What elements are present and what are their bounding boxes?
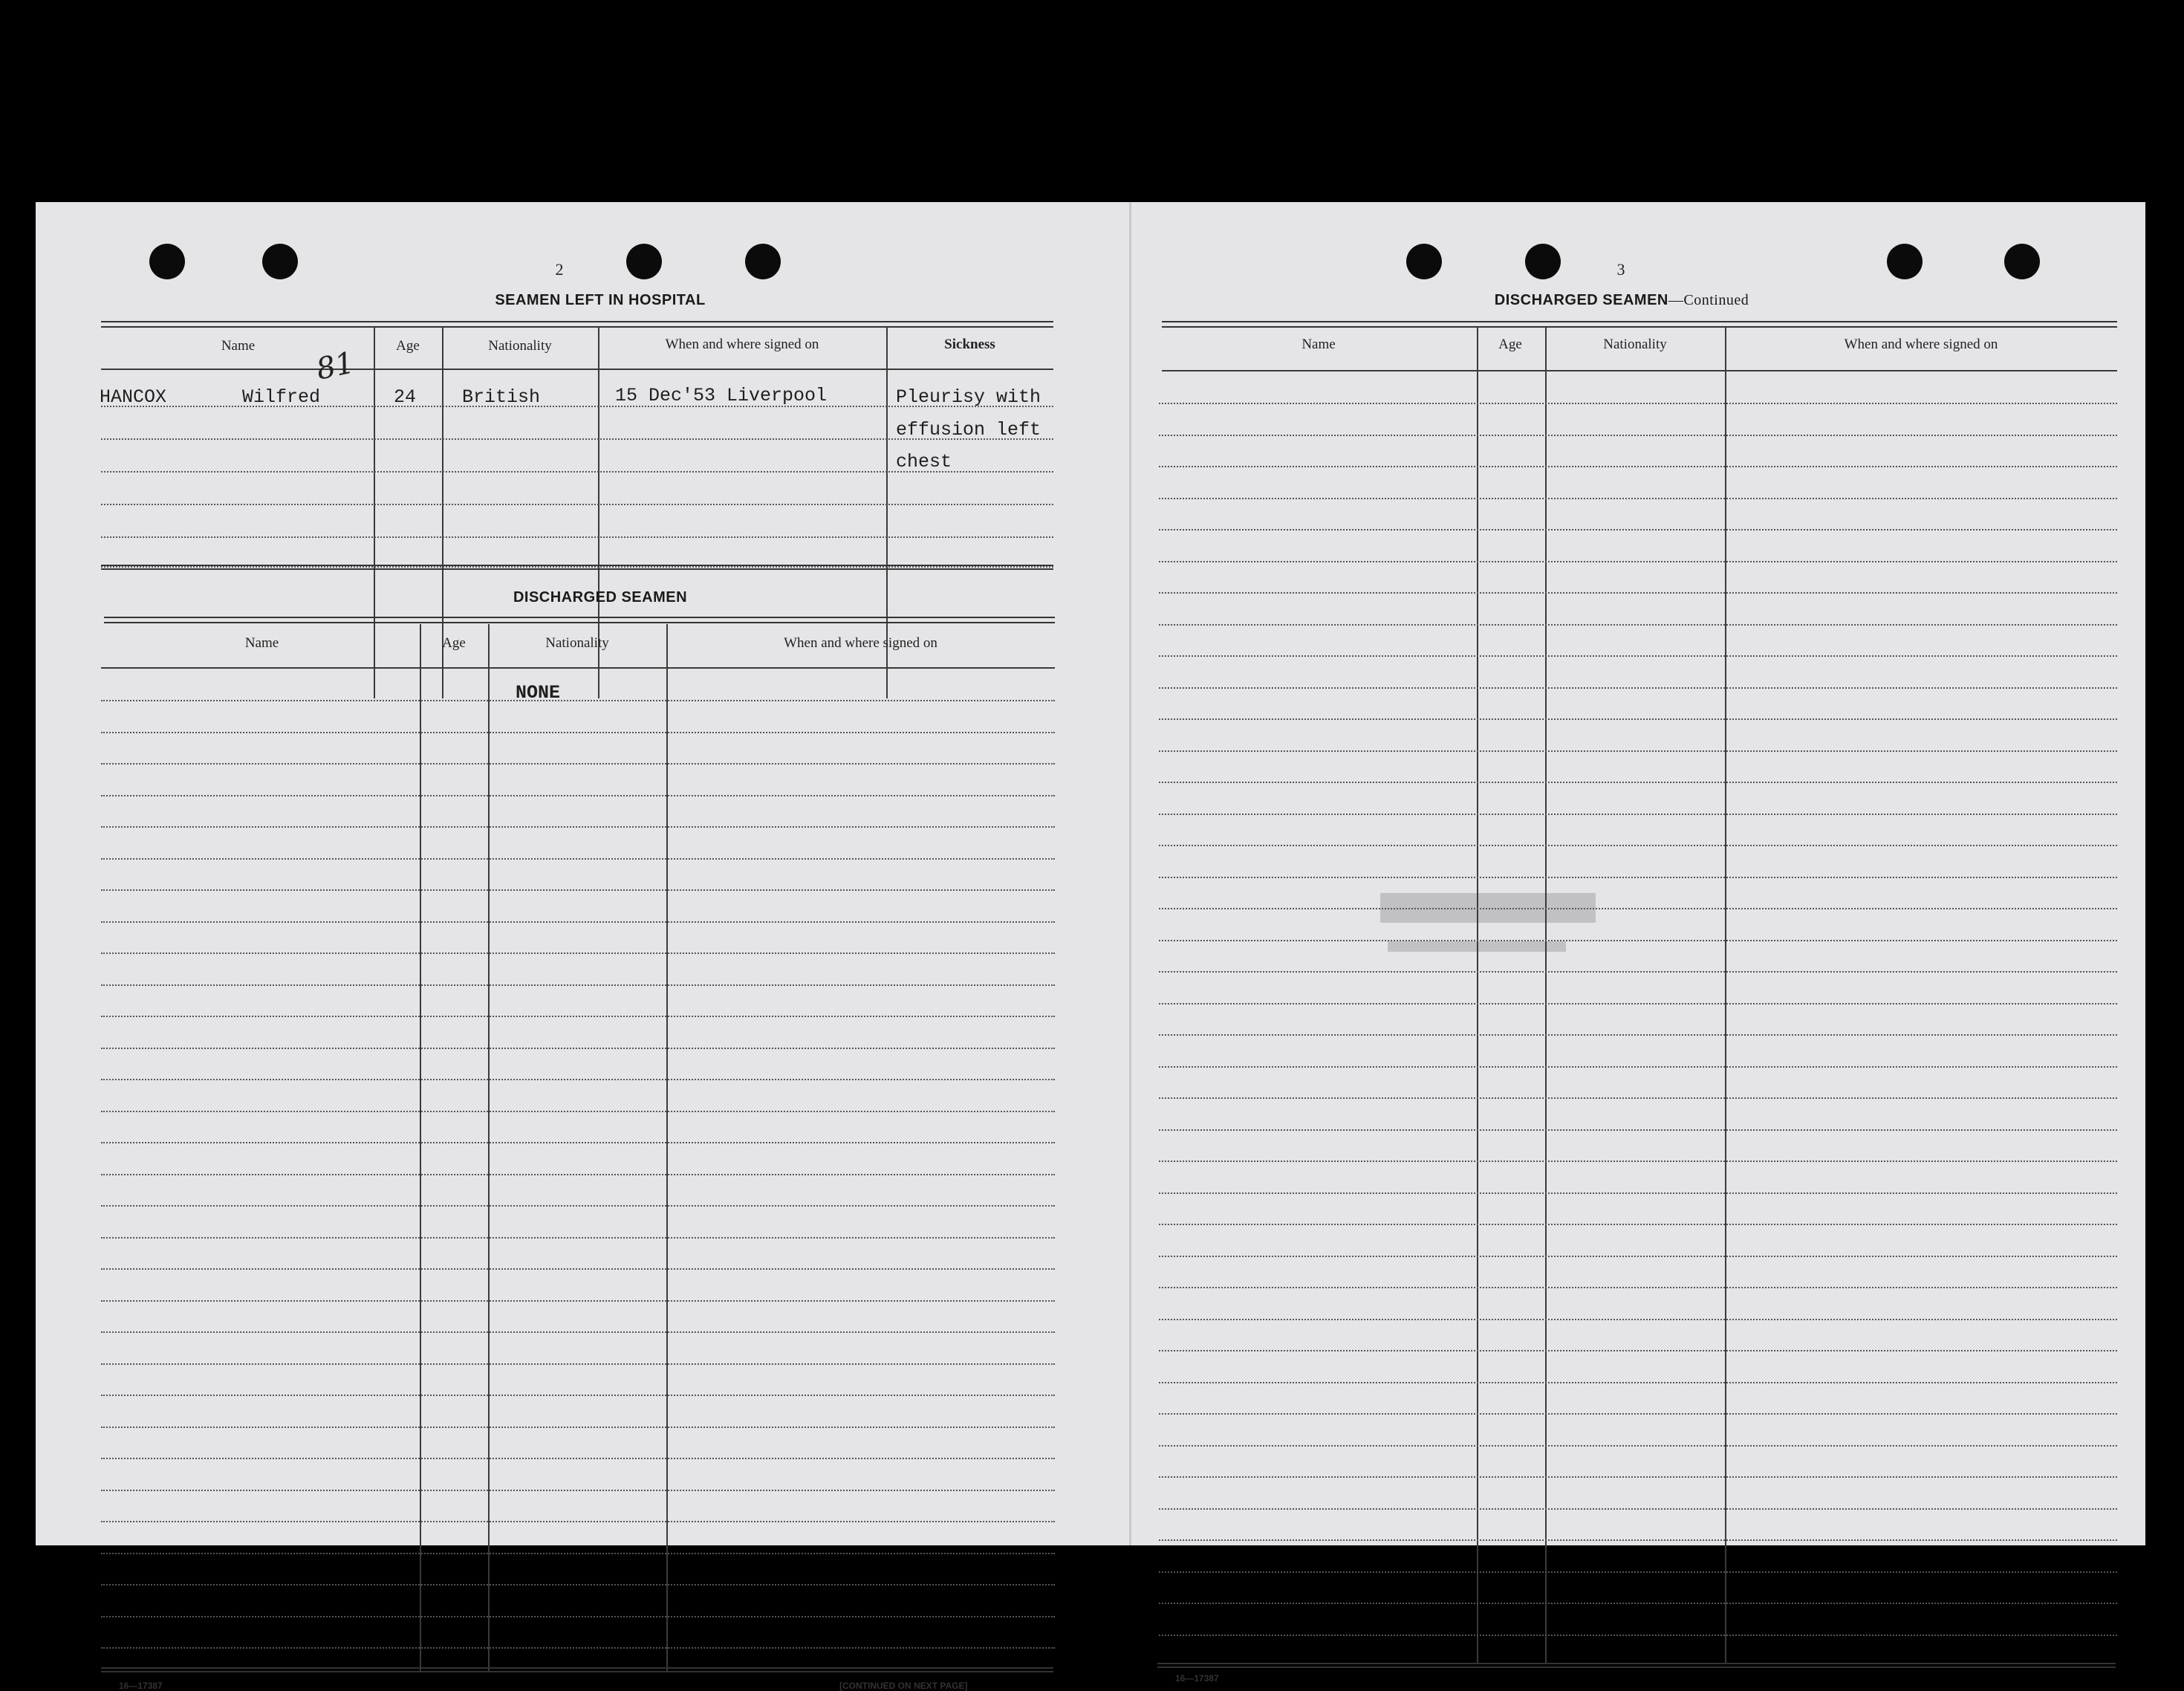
row-line: [101, 504, 1053, 505]
continued-note: [CONTINUED ON NEXT PAGE]: [839, 1681, 968, 1691]
discharged-none-entry: NONE: [516, 682, 561, 704]
col-divider: [420, 624, 421, 1672]
right-bottom-rule: [1157, 1663, 2116, 1668]
row-line: [1159, 845, 2117, 846]
punch-hole: [262, 244, 298, 279]
header-signed-on: When and where signed on: [1844, 337, 1998, 352]
row-line: [101, 1553, 1055, 1554]
header-age: Age: [396, 338, 420, 354]
row-line: [101, 1521, 1055, 1522]
row-line: [101, 1616, 1055, 1617]
row-line: [1159, 1603, 2117, 1604]
row-line: [1159, 1635, 2117, 1636]
row-line: [101, 1268, 1055, 1270]
row-line: [101, 536, 1053, 538]
row-line: [101, 1016, 1055, 1017]
hospital-sickness-line: Pleurisy with: [896, 386, 1041, 408]
row-line: [1159, 1445, 2117, 1447]
row-line: [101, 1079, 1055, 1080]
row-line: [1159, 592, 2117, 594]
punch-hole: [1406, 244, 1442, 279]
row-line: [1159, 1224, 2117, 1225]
row-line: [101, 795, 1055, 796]
discharged-top-rule: [104, 617, 1055, 623]
punch-hole: [2004, 244, 2040, 279]
row-line: [1159, 466, 2117, 467]
row-line: [1159, 1350, 2117, 1351]
row-line: [1159, 1571, 2117, 1573]
row-line: [101, 1363, 1055, 1365]
header-age: Age: [1498, 337, 1522, 352]
punch-hole: [1525, 244, 1561, 279]
row-line: [101, 1142, 1055, 1143]
row-line: [101, 732, 1055, 733]
row-line: [1159, 561, 2117, 562]
row-line: [101, 1111, 1055, 1112]
row-line: [1159, 814, 2117, 815]
row-line: [1159, 1476, 2117, 1478]
document-sheet: [36, 202, 2145, 1691]
row-line: [101, 1174, 1055, 1175]
row-line: [101, 984, 1055, 986]
header-age: Age: [442, 635, 466, 651]
row-line: [1159, 435, 2117, 436]
header-name: Name: [1301, 337, 1336, 352]
punch-hole: [1887, 244, 1923, 279]
discharged-section-title: DISCHARGED SEAMEN: [513, 589, 688, 606]
row-line: [1159, 655, 2117, 657]
row-line: [101, 1458, 1055, 1459]
row-line: [101, 1584, 1055, 1585]
form-number: 16—17387: [119, 1681, 163, 1691]
row-line: [101, 826, 1055, 828]
row-line: [1159, 1287, 2117, 1288]
header-name: Name: [221, 338, 256, 354]
row-line: [1159, 1129, 2117, 1131]
row-line: [101, 1048, 1055, 1049]
header-nationality: Nationality: [1603, 337, 1667, 352]
row-line: [1159, 877, 2117, 878]
row-line: [101, 858, 1055, 860]
row-line: [1159, 940, 2117, 941]
hospital-given-name: Wilfred: [242, 386, 321, 408]
row-line: [1159, 1003, 2117, 1004]
row-line: [101, 763, 1055, 765]
form-number: 16—17387: [1175, 1673, 1219, 1684]
row-line: [1159, 1034, 2117, 1036]
row-line: [101, 952, 1055, 954]
row-line: [1159, 718, 2117, 720]
discharged-continued-title: [1373, 292, 1871, 309]
right-top-rule: [1162, 321, 2117, 328]
handwritten-mark: 81: [313, 345, 358, 387]
row-line: [1159, 1382, 2117, 1383]
col-divider: [666, 624, 668, 1672]
row-line: [101, 1205, 1055, 1207]
discharged-bottom-rule: [101, 1667, 1053, 1672]
row-line: [1159, 529, 2117, 530]
row-line: [101, 1395, 1055, 1396]
row-line: [1159, 1161, 2117, 1162]
row-line: [1159, 1508, 2117, 1510]
header-signed-on: When and where signed on: [784, 635, 937, 651]
row-line: [101, 1237, 1055, 1239]
row-line: [1159, 1319, 2117, 1320]
hospital-signed-on: 15 Dec'53 Liverpool: [615, 385, 828, 406]
hospital-header-rule: [101, 369, 1053, 370]
page-fold: [1129, 202, 1131, 1545]
row-line: [101, 1331, 1055, 1333]
row-line: [101, 1300, 1055, 1302]
punch-hole: [626, 244, 662, 279]
page-number: 2: [555, 260, 564, 279]
title-main: DISCHARGED SEAMEN: [1494, 292, 1668, 308]
header-sickness: Sickness: [944, 337, 995, 352]
row-line: [1159, 782, 2117, 783]
col-divider: [1725, 327, 1726, 1664]
hospital-surname: HANCOX: [100, 386, 167, 408]
row-line: [1159, 624, 2117, 626]
row-line: [101, 1490, 1055, 1491]
row-line: [1159, 908, 2117, 909]
row-line: [101, 921, 1055, 923]
header-nationality: Nationality: [545, 635, 609, 651]
discharged-header-rule: [101, 667, 1055, 669]
col-divider: [488, 624, 490, 1672]
punch-hole: [149, 244, 185, 279]
col-divider: [1545, 327, 1547, 1664]
row-line: [1159, 971, 2117, 973]
row-line: [101, 1427, 1055, 1428]
header-signed-on: When and where signed on: [665, 337, 819, 352]
row-line: [101, 889, 1055, 891]
row-line: [1159, 687, 2117, 689]
row-line: [1159, 1539, 2117, 1541]
hospital-sickness-line: effusion left: [896, 419, 1041, 441]
row-line: [101, 700, 1055, 701]
hospital-age: 24: [394, 386, 417, 408]
header-nationality: Nationality: [488, 338, 552, 354]
hospital-section-title: SEAMEN LEFT IN HOSPITAL: [495, 292, 706, 308]
row-line: [1159, 403, 2117, 404]
row-line: [1159, 1413, 2117, 1415]
page-number: 3: [1616, 260, 1625, 279]
row-line: [101, 1647, 1055, 1649]
title-continued: —Continued: [1668, 292, 1749, 308]
right-header-rule: [1162, 370, 2117, 371]
hospital-top-rule: [101, 321, 1053, 328]
row-line: [1159, 1256, 2117, 1257]
hospital-bottom-rule: [101, 565, 1053, 570]
row-line: [1159, 1192, 2117, 1194]
col-divider: [1477, 327, 1478, 1664]
hospital-nationality: British: [462, 386, 541, 408]
punch-hole: [745, 244, 781, 279]
row-line: [1159, 498, 2117, 499]
row-line: [1159, 1066, 2117, 1068]
hospital-sickness-line: chest: [896, 451, 952, 473]
row-line: [1159, 750, 2117, 752]
row-line: [1159, 1097, 2117, 1099]
header-name: Name: [244, 635, 279, 651]
